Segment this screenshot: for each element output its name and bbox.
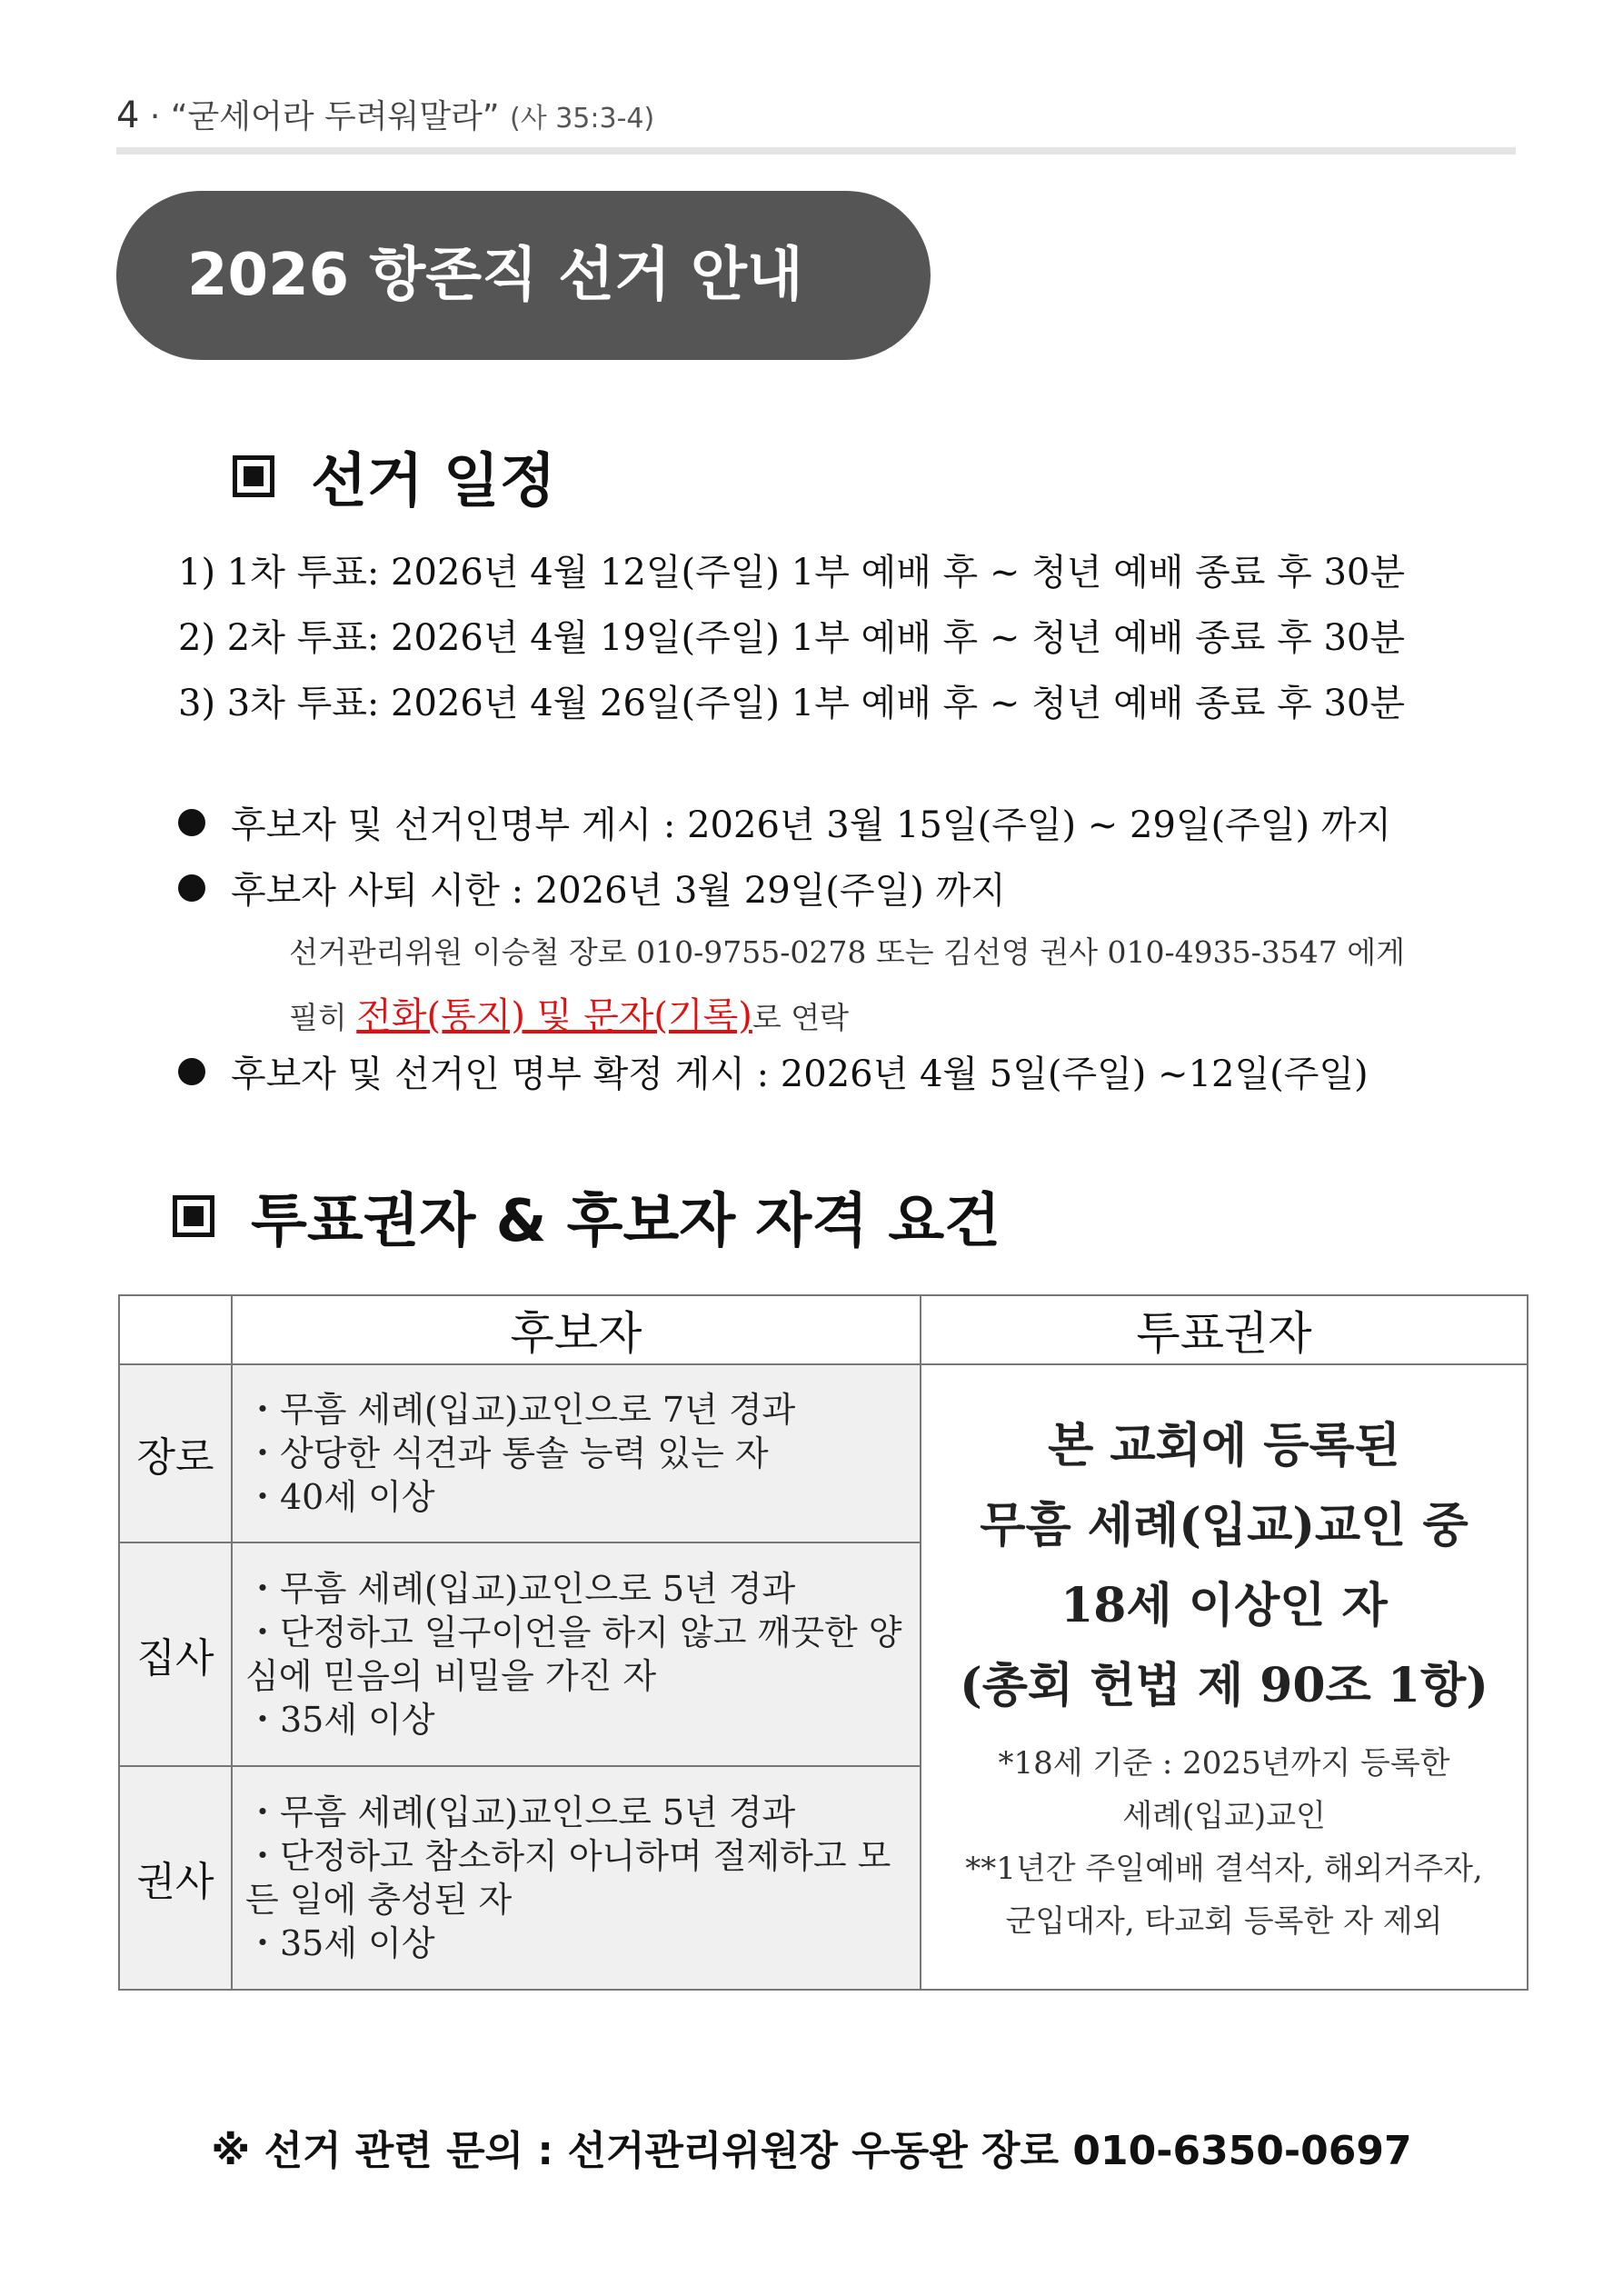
bullet-dot-icon xyxy=(178,1058,205,1085)
square-bullet-icon xyxy=(233,455,274,497)
requirement-line: ・상당한 식견과 통솔 능력 있는 자 xyxy=(245,1433,769,1473)
header-voter: 투표권자 xyxy=(921,1295,1528,1364)
square-bullet-icon xyxy=(173,1195,214,1237)
candidate-cell xyxy=(232,1542,921,1766)
header-candidate: 후보자 xyxy=(232,1295,921,1364)
requirement-line: ・35세 이상 xyxy=(245,1700,435,1740)
requirement-line: ・무흠 세례(입교)교인으로 5년 경과 xyxy=(245,1569,796,1609)
header-reference: (사 35:3-4) xyxy=(510,103,655,135)
role-cell: 권사 xyxy=(119,1766,232,1990)
resign-note-suffix: 로 연락 xyxy=(752,1000,849,1035)
table-row xyxy=(119,1364,1528,1542)
voter-cell xyxy=(921,1364,1528,1990)
bullet-dot-icon xyxy=(178,874,205,902)
bullet-dot-icon xyxy=(178,809,205,836)
qualifications-table xyxy=(118,1294,1528,1991)
page-number: 4 xyxy=(116,95,140,136)
voter-note: 세례(입교)교인 xyxy=(1122,1798,1326,1834)
page-title: 2026 항존직 선거 안내 xyxy=(116,191,931,360)
header-divider xyxy=(116,147,1516,155)
bullet-text: 후보자 및 선거인 명부 확정 게시 : 2026년 4월 5일(주일) ~12일(주일) xyxy=(231,1053,1369,1095)
candidate-cell xyxy=(232,1364,921,1542)
voter-note: *18세 기준 : 2025년까지 등록한 xyxy=(998,1745,1450,1782)
bullet-item xyxy=(178,796,1391,848)
qualifications-heading xyxy=(173,1174,1001,1258)
voter-note: **1년간 주일예배 결석자, 해외거주자, xyxy=(965,1851,1483,1887)
header-quote: “굳세어라 두려워말라” xyxy=(170,98,500,135)
candidate-cell xyxy=(232,1766,921,1990)
qualifications-heading-text: 투표권자 & 후보자 자격 요건 xyxy=(251,1188,1001,1255)
voter-line: 18세 이상인 자 xyxy=(1060,1578,1388,1633)
requirement-line: ・단정하고 일구이언을 하지 않고 깨끗한 양심에 믿음의 비밀을 가진 자 xyxy=(245,1612,902,1696)
role-cell: 장로 xyxy=(119,1364,232,1542)
voter-line: (총회 헌법 제 90조 1항) xyxy=(960,1658,1489,1713)
requirement-line: ・무흠 세례(입교)교인으로 5년 경과 xyxy=(245,1792,796,1832)
voter-line: 무흠 세례(입교)교인 중 xyxy=(980,1498,1469,1553)
page-header xyxy=(116,91,654,137)
vote-line-1: 1) 1차 투표: 2026년 4월 12일(주일) 1부 예배 후 ~ 청년 예배 종료 후 30분 xyxy=(178,552,1406,594)
bullet-text: 후보자 및 선거인명부 게시 : 2026년 3월 15일(주일) ~ 29일(주일) 까지 xyxy=(231,804,1392,846)
schedule-heading-text: 선거 일정 xyxy=(311,448,556,515)
header-separator: · xyxy=(149,98,161,135)
vote-line-3: 3) 3차 투표: 2026년 4월 26일(주일) 1부 예배 후 ~ 청년 예배 종료 후 30분 xyxy=(178,683,1406,724)
bullet-item xyxy=(178,862,1006,913)
requirement-line: ・무흠 세례(입교)교인으로 7년 경과 xyxy=(245,1390,796,1430)
resign-note-line1: 선거관리위원 이승철 장로 010-9755-0278 또는 김선영 권사 010-4935-3547 에게 xyxy=(289,934,1405,970)
requirement-line: ・40세 이상 xyxy=(245,1477,435,1517)
schedule-heading xyxy=(233,434,556,518)
requirement-line: ・35세 이상 xyxy=(245,1923,435,1963)
resign-note-prefix: 필히 xyxy=(289,1000,357,1035)
requirement-line: ・단정하고 참소하지 아니하며 절제하고 모든 일에 충성된 자 xyxy=(245,1836,891,1920)
header-blank-cell xyxy=(119,1295,232,1364)
bullet-text: 후보자 사퇴 시한 : 2026년 3월 29일(주일) 까지 xyxy=(231,870,1006,912)
contact-footer: ※ 선거 관련 문의 : 선거관리위원장 우동완 장로 010-6350-0697 xyxy=(211,2128,1412,2174)
resign-note-highlight: 전화(통지) 및 문자(기록) xyxy=(356,995,752,1037)
vote-line-2: 2) 2차 투표: 2026년 4월 19일(주일) 1부 예배 후 ~ 청년 예배 종료 후 30분 xyxy=(178,617,1406,659)
voter-line: 본 교회에 등록된 xyxy=(1048,1418,1400,1473)
table-header-row xyxy=(119,1295,1528,1364)
resign-note-line2 xyxy=(289,987,849,1039)
role-cell: 집사 xyxy=(119,1542,232,1766)
voter-note: 군입대자, 타교회 등록한 자 제외 xyxy=(1005,1903,1443,1940)
bullet-item xyxy=(178,1045,1369,1097)
